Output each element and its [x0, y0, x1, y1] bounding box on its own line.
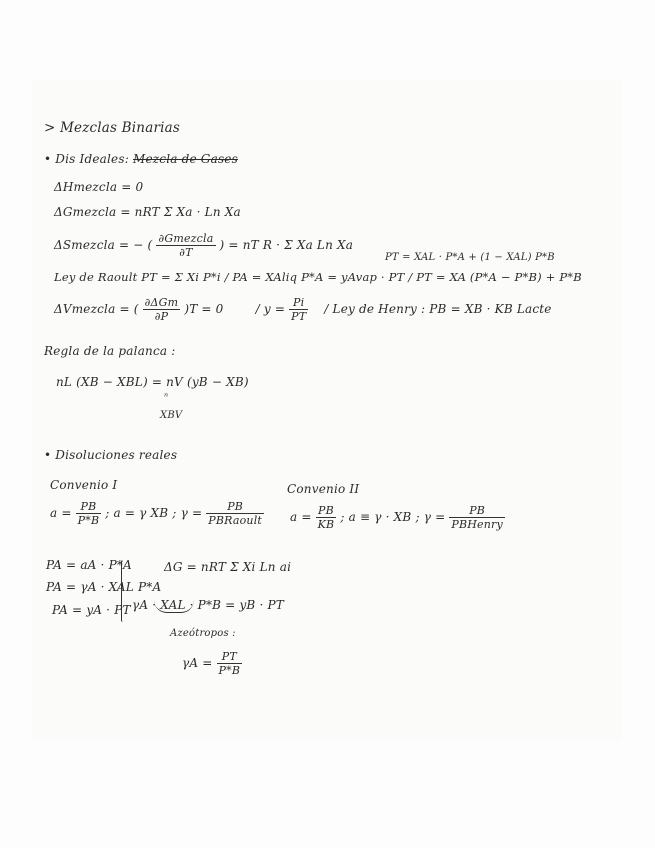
convention-two-equations — [290, 504, 505, 531]
entropy-fraction — [156, 232, 215, 259]
conv1-activity-num: PB — [76, 500, 102, 514]
lever-rule-equation: nL (XB − XBL) = nV (yB − XB) — [56, 375, 249, 389]
raoult-law-line: Ley de Raoult PT = Σ Xi P*i / PA = XAliq P*A = yAvap · PT / PT = XA (P*A − P*B) + P*B — [54, 270, 582, 284]
conv2-gamma-num: PB — [449, 504, 505, 518]
azeotrope-gamma-left: γA = — [182, 656, 213, 670]
conv1-activity-fraction — [76, 500, 102, 527]
volume-equation — [54, 296, 552, 323]
volume-left: ΔVmezcla = ( — [54, 302, 139, 316]
total-pressure-equation: PT = XAL · P*A + (1 − XAL) P*B — [385, 252, 555, 263]
entropy-fraction-num: ∂Gmezcla — [158, 232, 214, 245]
partial-pressure-gamma: PA = γA · XAL P*A — [46, 580, 162, 594]
azeotrope-label: Azeótropos : — [170, 628, 236, 639]
partial-pressure-vapor: PA = yA · PT — [52, 603, 131, 617]
henry-law: / Ley de Henry : PB = XB · KB Lacte — [324, 302, 552, 316]
conv2-activity-left: a = — [290, 510, 312, 524]
conv2-gamma-fraction — [449, 504, 505, 531]
vapor-fraction — [289, 296, 308, 323]
conv1-middle: ; a = γ XB ; γ = — [105, 506, 203, 520]
convention-one-label: Convenio I — [50, 478, 118, 492]
entropy-fraction-den: ∂T — [179, 246, 193, 259]
conv2-gamma-den: PBHenry — [451, 518, 503, 531]
azeotrope-equation: γA · XAL · P*B = yB · PT — [132, 598, 284, 612]
conv1-activity-left: a = — [50, 506, 72, 520]
gibbs-equation: ΔGmezcla = nRT Σ Xa · Ln Xa — [54, 205, 241, 219]
azeotrope-gamma — [182, 650, 242, 677]
conv1-activity-den: P*B — [77, 514, 100, 527]
conv2-activity-den: KB — [317, 518, 335, 531]
vapor-fraction-num: Pi — [289, 296, 308, 310]
lever-rule-mark: ⁿ — [164, 392, 169, 403]
entropy-right: ) = nT R · Σ Xa Ln Xa — [219, 238, 354, 252]
azeotrope-gamma-den: P*B — [218, 664, 241, 677]
azeotrope-gamma-fraction — [217, 650, 243, 677]
vapor-fraction-den: PT — [291, 310, 307, 323]
ideal-heading-label: • Dis Ideales: — [44, 152, 129, 166]
volume-fraction-num: ∂ΔGm — [144, 296, 179, 309]
convention-two-label: Convenio II — [287, 482, 360, 496]
enthalpy-equation: ΔHmezcla = 0 — [54, 180, 144, 194]
lever-rule-subscript: XBV — [160, 410, 183, 421]
conv2-activity-fraction — [316, 504, 337, 531]
ideal-heading — [44, 152, 238, 166]
vapor-fraction-left: / y = — [255, 302, 286, 316]
entropy-left: ΔSmezcla = − ( — [54, 238, 153, 252]
grouping-brace — [121, 560, 128, 622]
convention-one-equations — [50, 500, 264, 527]
volume-fraction — [143, 296, 181, 323]
azeotrope-gamma-num: PT — [217, 650, 243, 664]
conv1-gamma-den: PBRaoult — [208, 514, 263, 527]
conv2-middle: ; a ≡ γ · XB ; γ = — [340, 510, 446, 524]
real-solutions-heading: • Disoluciones reales — [44, 448, 178, 462]
real-gibbs-equation: ΔG = nRT Σ Xi Ln ai — [164, 560, 292, 574]
conv1-gamma-num: PB — [206, 500, 264, 514]
struck-text: Mezcla de Gases — [132, 152, 238, 166]
conv2-activity-num: PB — [316, 504, 337, 518]
paper-sheet — [32, 80, 622, 740]
entropy-equation — [54, 232, 353, 259]
page-title: > Mezclas Binarias — [44, 120, 181, 136]
partial-pressure-activity: PA = aA · P*A — [46, 558, 132, 572]
conv1-gamma-fraction — [206, 500, 264, 527]
lever-rule-heading: Regla de la palanca : — [44, 344, 176, 358]
volume-fraction-den: ∂P — [154, 310, 169, 323]
volume-right: )T = 0 — [184, 302, 224, 316]
